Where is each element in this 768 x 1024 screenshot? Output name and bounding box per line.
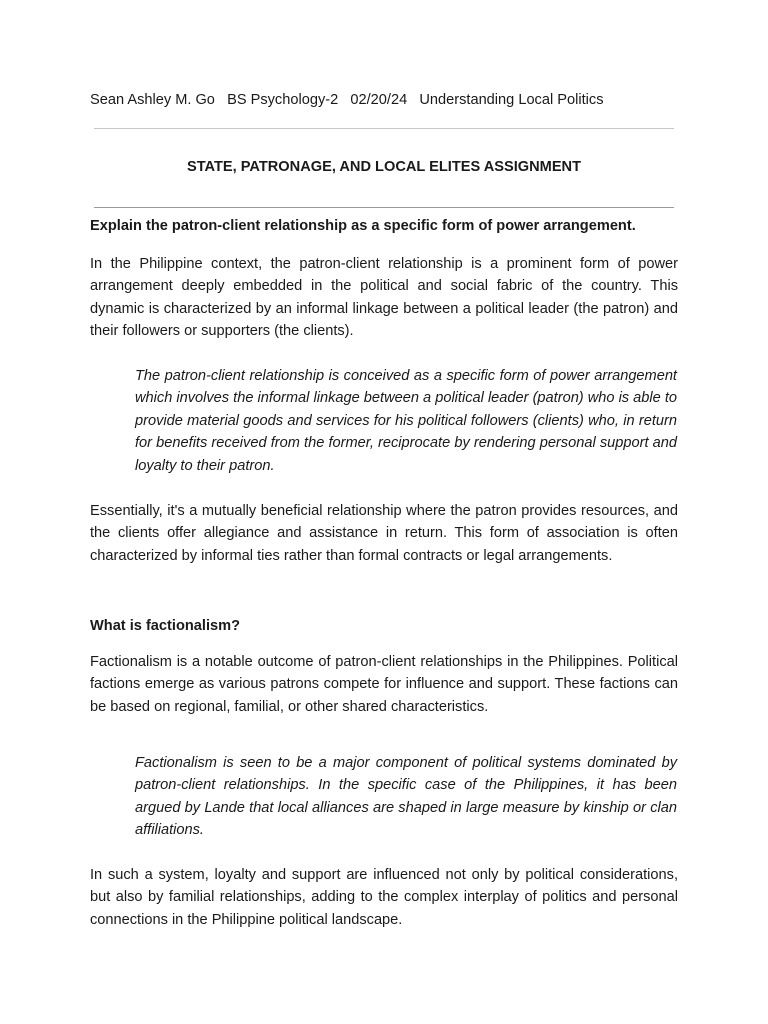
title-divider xyxy=(94,207,674,208)
paragraph-intro-patron-client: In the Philippine context, the patron-client relationship is a prominent form of power arrangement deeply embedded in the political and social fabric of the country. This dynamic is characterized by an informal linkage between a political leader (the patron) and their followers or supporters (the clients). xyxy=(90,256,678,340)
section-heading-patron-client: Explain the patron-client relationship as a specific form of power arrangement. xyxy=(90,218,636,234)
header-divider xyxy=(94,128,674,129)
header-info: Sean Ashley M. Go BS Psychology-2 02/20/24 Understanding Local Politics xyxy=(90,92,604,108)
paragraph-conclusion-patron-client: Essentially, it's a mutually beneficial relationship where the patron provides resources, and the clients offer allegiance and assistance in return. This form of association is often characterized by informal ties rather than formal contracts or legal arrangements. xyxy=(90,503,678,564)
document-title: STATE, PATRONAGE, AND LOCAL ELITES ASSIGNMENT xyxy=(186,159,582,175)
blockquote-factionalism: Factionalism is seen to be a major component of political systems dominated by patron-client relationships. In the specific case of the Philippines, it has been argued by Lande that local alliances are shaped in large measure by kinship or clan affiliations. xyxy=(135,755,677,839)
section-heading-factionalism: What is factionalism? xyxy=(90,618,241,634)
paragraph-conclusion-factionalism: In such a system, loyalty and support are influenced not only by political considerations, but also by familial relationships, adding to the complex interplay of politics and personal connections in the Philippine political landscape. xyxy=(90,867,678,928)
paragraph-intro-factionalism: Factionalism is a notable outcome of patron-client relationships in the Philippines. Political factions emerge as various patrons compete for influence and support. These factions can be based on regional, familial, or other shared characteristics. xyxy=(90,654,678,715)
blockquote-patron-client: The patron-client relationship is conceived as a specific form of power arrangement which involves the informal linkage between a political leader (patron) who is able to provide material goods and services for his political followers (clients) who, in return for benefits received from the former, reciprocate by rendering personal support and loyalty to their patron. xyxy=(135,368,677,474)
